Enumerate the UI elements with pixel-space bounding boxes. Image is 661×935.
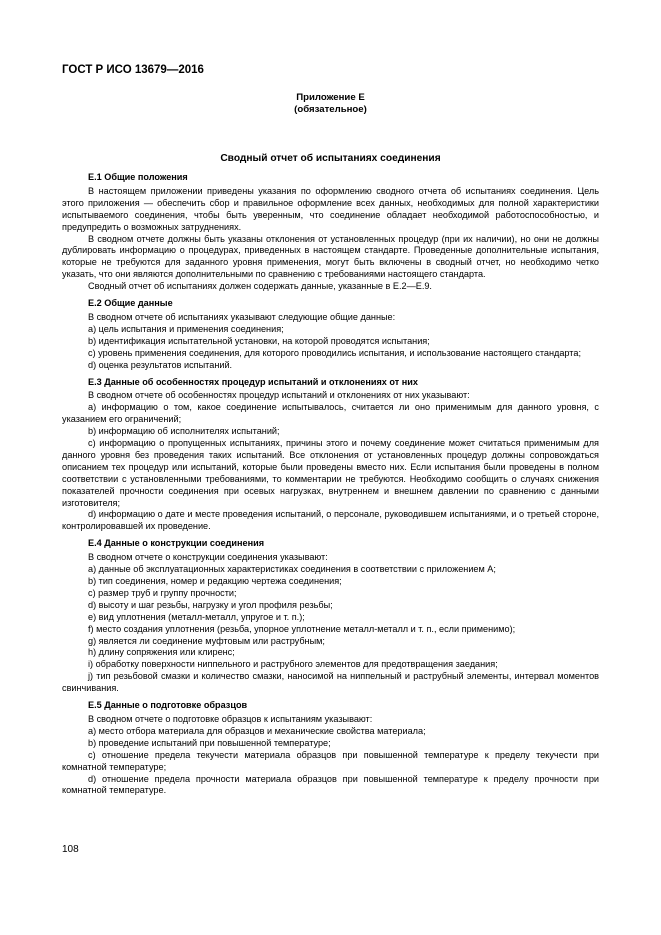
list-item: d) информацию о дате и месте проведения испытаний, о персонале, руководившем испытаниями, и о третьей стороне, контролировавшей их проведение.	[62, 509, 599, 532]
list-item: b) тип соединения, номер и редакцию чертежа соединения;	[88, 576, 342, 586]
list-item: с) размер труб и группу прочности;	[88, 587, 237, 598]
list-item: f) место создания уплотнения (резьба, упорное уплотнение металл-металл и т. п., если применимо);	[88, 623, 516, 634]
list-item: а) цель испытания и применения соединения;	[88, 323, 284, 334]
document-title: Сводный отчет об испытаниях соединения	[220, 153, 441, 164]
document-body	[62, 172, 599, 797]
list-item: h) длину сопряжения или клиренс;	[88, 647, 235, 658]
list-item: i) обработку поверхности ниппельного и раструбного элементов для предотвращения заедания;	[88, 659, 498, 670]
paragraph: В сводном отчете об испытаниях указывают следующие общие данные:	[88, 311, 396, 322]
list-item: d) оценка результатов испытаний.	[88, 359, 233, 370]
list-item: d) высоту и шаг резьбы, нагрузку и угол профиля резьбы;	[88, 599, 333, 610]
paragraph: Сводный отчет об испытаниях должен содержать данные, указанные в Е.2—Е.9.	[88, 281, 432, 292]
appendix-title: Приложение Е	[296, 92, 365, 103]
paragraph: В сводном отчете должны быть указаны отклонения от установленных процедур (при их наличии), но они не должны дублировать информацию о процедурах, приведенных в настоящем стандарте. Проведенные дополнительные испытания, которые не требуются для заданного уровня применения, могут быть включены в сводный отчет, но необходимо четко указать, что они являются дополнительными по сравнению с требованиями настоящего стандарта.	[62, 233, 599, 280]
document-header: ГОСТ Р ИСО 13679—2016	[62, 64, 204, 76]
section-heading: Е.2 Общие данные	[88, 298, 173, 309]
list-item: b) проведение испытаний при повышенной температуре;	[88, 737, 331, 748]
list-item: а) место отбора материала для образцов и механические свойства материала;	[88, 725, 426, 736]
list-item: е) вид уплотнения (металл-металл, упругое и т. п.);	[88, 611, 305, 622]
section-heading: Е.3 Данные об особенностях процедур испытаний и отклонениях от них	[88, 376, 418, 387]
list-item: d) отношение предела прочности материала образцов при повышенной температуре к пределу прочности при комнатной температуре.	[62, 773, 599, 796]
appendix-status: (обязательное)	[294, 104, 367, 115]
list-item: а) информацию о том, какое соединение испытывалось, считается ли оно применимым для данного уровня, с указанием его ограничений;	[62, 402, 599, 425]
section-heading: Е.5 Данные о подготовке образцов	[88, 700, 248, 711]
list-item: j) тип резьбовой смазки и количество смазки, наносимой на ниппельный и раструбный элементы, интервал моментов свинчивания.	[62, 671, 599, 694]
list-item: g) является ли соединение муфтовым или раструбным;	[88, 635, 325, 646]
list-item: с) отношение предела текучести материала образцов при повышенной температуре к пределу текучести при комнатной температуре;	[62, 749, 599, 772]
paragraph: В сводном отчете о подготовке образцов к испытаниям указывают:	[88, 713, 373, 724]
section-heading: Е.1 Общие положения	[88, 172, 188, 182]
list-item: b) идентификация испытательной установки, на которой проводятся испытания;	[88, 335, 430, 346]
paragraph: В сводном отчете о конструкции соединения указывают:	[88, 552, 328, 563]
list-item: с) информацию о пропущенных испытаниях, причины этого и почему соединение может считаться применимым для данного уровня без проведения таких испытаний. Все отклонения от установленных процедур должны сопровождаться описанием тех процедур или испытаний, которые были проведены вместо них. Если испытания были проведены в полном соответствии с установленными требованиями, то комментарии не требуются. Необходимо сообщить о случаях снижения показателей прочности соединения при осевых нагрузках, внутреннем и внешнем давлении по сравнению с данными изготовителя;	[62, 438, 599, 508]
list-item: а) данные об эксплуатационных характеристиках соединения в соответствии с приложением А;	[88, 564, 496, 575]
section-heading: Е.4 Данные о конструкции соединения	[88, 538, 265, 549]
list-item: b) информацию об исполнителях испытаний;	[88, 426, 280, 437]
paragraph: В сводном отчете об особенностях процедур испытаний и отклонениях от них указывают:	[88, 390, 470, 401]
paragraph: В настоящем приложении приведены указания по оформлению сводного отчета об испытаниях соединения. Цель этого приложения — обеспечить сбор и правильное оформление всех данных, необходимых для полной характеристики испытываемого соединения, чтобы быть уверенным, что соединение обладает необходимой работоспособностью, и предупредить о возможных затруднениях.	[62, 185, 599, 232]
list-item: с) уровень применения соединения, для которого проводились испытания, и использование настоящего стандарта;	[88, 347, 581, 358]
page-number: 108	[62, 844, 79, 855]
